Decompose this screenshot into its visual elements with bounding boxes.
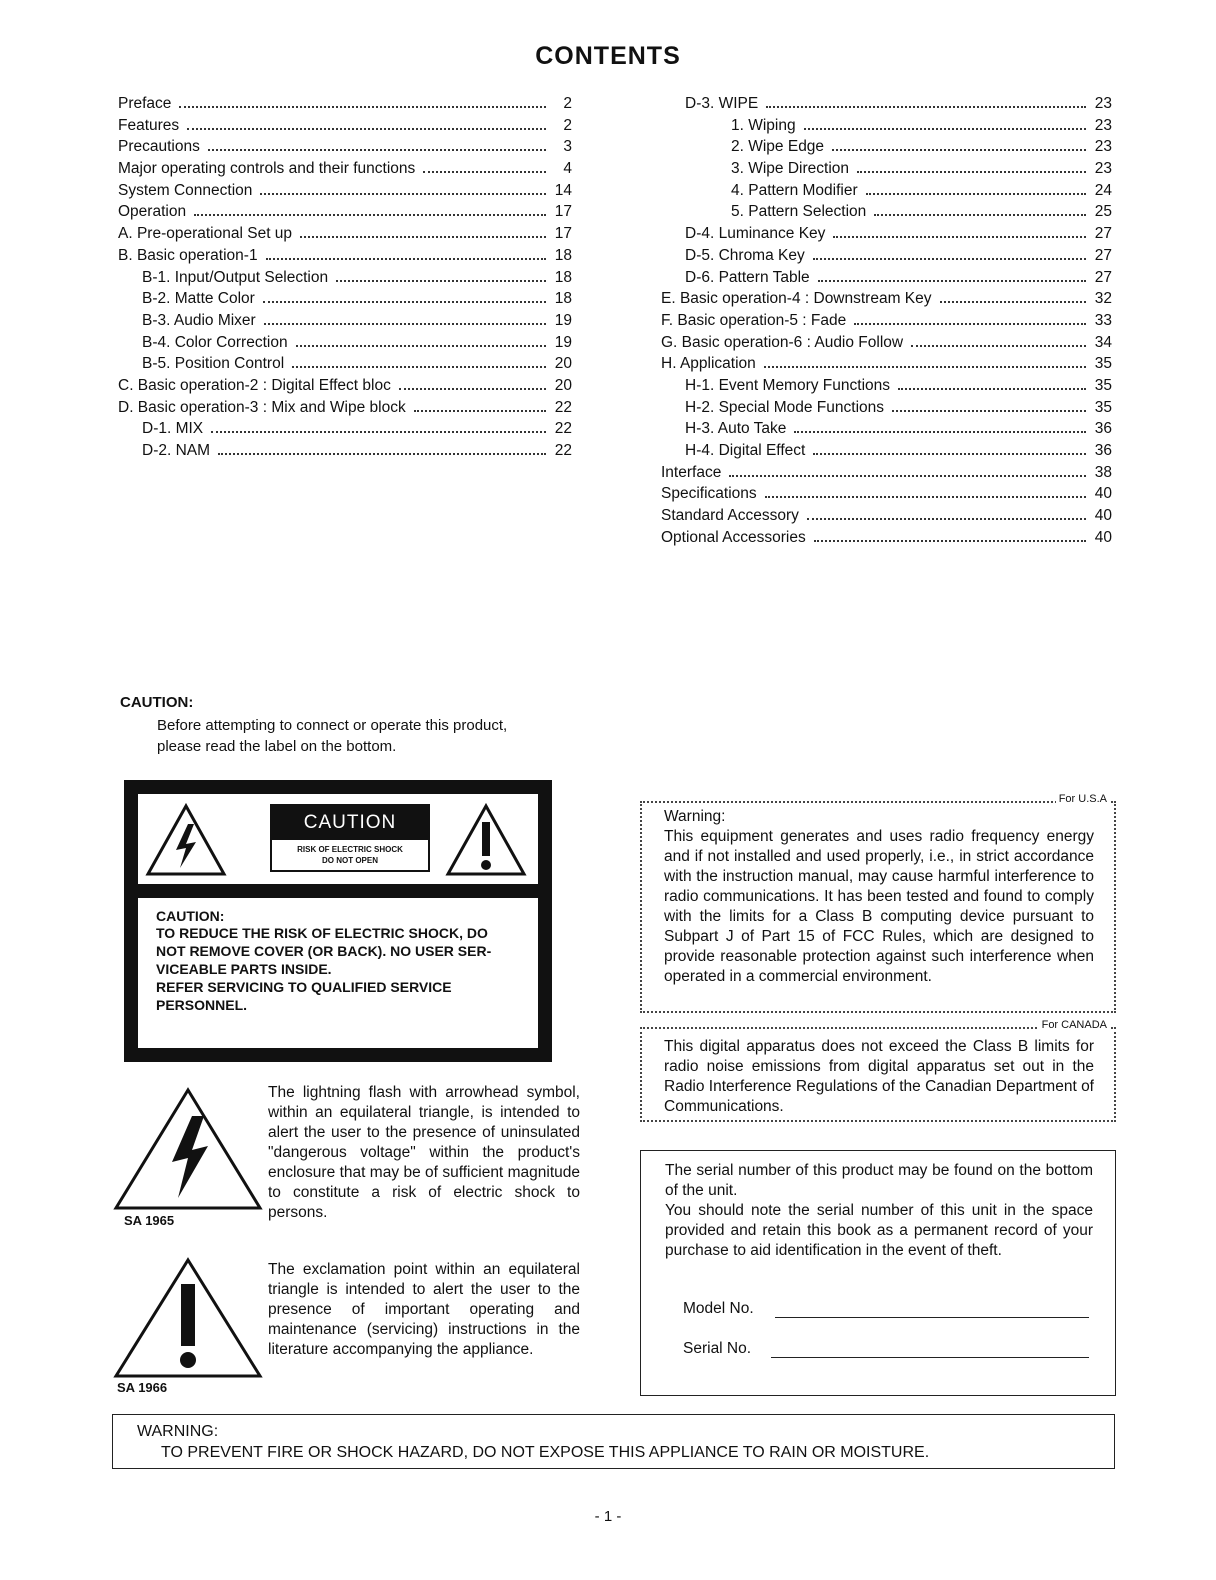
toc-leader-dots <box>866 193 1086 195</box>
toc-entry-label: System Connection <box>118 181 253 199</box>
toc-entry-label: B-5. Position Control <box>142 355 285 373</box>
toc-entry-page: 35 <box>1094 355 1112 373</box>
toc-entry-label: Major operating controls and their functions <box>118 160 416 178</box>
toc-entry-page: 38 <box>1094 463 1112 481</box>
page-title: CONTENTS <box>535 42 681 70</box>
toc-entry[interactable] <box>118 355 572 377</box>
toc-entry-page: 22 <box>554 442 572 459</box>
model-number-field[interactable] <box>683 1300 1093 1322</box>
toc-entry-page: 18 <box>554 290 572 308</box>
lightning-triangle-icon <box>144 802 228 878</box>
toc-entry-label: H-4. Digital Effect <box>685 442 806 459</box>
toc-entry[interactable] <box>118 247 572 269</box>
toc-leader-dots <box>187 128 546 130</box>
toc-entry-page: 27 <box>1094 268 1112 286</box>
toc-entry[interactable] <box>661 529 1112 551</box>
toc-leader-dots <box>892 410 1086 412</box>
toc-entry-page: 23 <box>1094 160 1112 178</box>
usa-warning-text: This equipment generates and uses radio frequency energy and if not installed and used properly, i.e., in strict accordance with the instruction manual, may cause harmful interference to radio communications. It has been tested and found to comply with the limits for a Class B computing device pursuant to Subpart J of Part 15 of FCC Rules, which are designed to provide reasonable protection against such interference when operated in a commercial environment. <box>664 828 1094 985</box>
toc-entry[interactable] <box>118 420 572 442</box>
toc-entry-label: D-1. MIX <box>142 420 204 438</box>
toc-entry-label: D. Basic operation-3 : Mix and Wipe block <box>118 398 406 416</box>
toc-entry[interactable] <box>118 269 572 291</box>
toc-entry-page: 23 <box>1094 116 1112 134</box>
toc-entry[interactable] <box>661 334 1112 356</box>
toc-entry[interactable] <box>118 203 572 225</box>
toc-entry-page: 4 <box>563 160 572 178</box>
exclamation-symbol-icon <box>112 1256 264 1380</box>
toc-entry-label: Features <box>118 116 180 134</box>
toc-entry-label: A. Pre-operational Set up <box>118 225 293 243</box>
toc-right-column <box>661 95 1112 550</box>
caution-badge-title: CAUTION <box>272 806 428 840</box>
toc-leader-dots <box>857 171 1086 173</box>
toc-leader-dots <box>729 475 1086 477</box>
page-number: - 1 - <box>594 1508 622 1525</box>
toc-entry-label: 2. Wipe Edge <box>731 138 825 156</box>
toc-leader-dots <box>414 410 546 412</box>
toc-leader-dots <box>911 345 1086 347</box>
toc-entry-label: Interface <box>661 463 722 481</box>
caution-badge-sub-2: DO NOT OPEN <box>321 856 378 865</box>
toc-entry-page: 35 <box>1094 376 1112 394</box>
toc-entry[interactable] <box>118 334 572 356</box>
toc-entry[interactable] <box>661 138 1112 160</box>
toc-entry-page: 25 <box>1094 203 1112 221</box>
toc-entry[interactable] <box>118 160 572 182</box>
toc-leader-dots <box>211 431 546 433</box>
toc-entry-page: 40 <box>1094 507 1112 525</box>
fire-shock-warning-box <box>112 1414 1115 1469</box>
toc-entry[interactable] <box>661 420 1112 442</box>
toc-entry-page: 2 <box>563 95 572 112</box>
toc-entry[interactable] <box>118 138 572 160</box>
toc-leader-dots <box>814 540 1086 542</box>
toc-entry[interactable] <box>661 247 1112 269</box>
toc-entry-page: 32 <box>1094 290 1112 308</box>
toc-entry-page: 23 <box>1094 138 1112 156</box>
label-line-4: REFER SERVICING TO QUALIFIED SERVICE <box>156 979 452 995</box>
toc-leader-dots <box>218 453 546 455</box>
toc-leader-dots <box>194 214 546 216</box>
usa-warning-box <box>640 793 1116 1013</box>
toc-leader-dots <box>263 301 546 303</box>
label-caution-heading: CAUTION: <box>156 908 225 924</box>
toc-entry-page: 36 <box>1094 442 1112 459</box>
toc-entry[interactable] <box>661 269 1112 291</box>
exclamation-triangle-icon <box>444 802 528 878</box>
toc-leader-dots <box>807 518 1086 520</box>
toc-entry-label: D-5. Chroma Key <box>685 246 805 264</box>
toc-entry[interactable] <box>661 464 1112 486</box>
toc-leader-dots <box>208 149 546 151</box>
toc-entry-page: 14 <box>554 181 572 199</box>
toc-entry-page: 40 <box>1094 485 1112 503</box>
toc-entry-label: B-3. Audio Mixer <box>142 311 256 329</box>
toc-entry-label: 4. Pattern Modifier <box>731 181 858 199</box>
toc-entry-page: 20 <box>554 355 572 373</box>
toc-leader-dots <box>813 453 1086 455</box>
toc-entry-label: H-1. Event Memory Functions <box>685 376 891 394</box>
toc-entry[interactable] <box>118 399 572 421</box>
caution-label-symbols <box>138 794 538 884</box>
toc-entry-label: B. Basic operation-1 <box>118 246 258 264</box>
toc-leader-dots <box>898 388 1086 390</box>
toc-entry[interactable] <box>661 399 1112 421</box>
toc-leader-dots <box>266 258 546 260</box>
toc-entry-page: 23 <box>1094 95 1112 112</box>
toc-entry-page: 27 <box>1094 246 1112 264</box>
toc-entry[interactable] <box>118 442 572 464</box>
toc-entry[interactable] <box>118 117 572 139</box>
toc-leader-dots <box>765 496 1086 498</box>
toc-entry[interactable] <box>661 377 1112 399</box>
toc-entry-label: D-4. Luminance Key <box>685 225 826 243</box>
toc-entry-label: B-2. Matte Color <box>142 290 255 308</box>
toc-leader-dots <box>336 280 546 282</box>
toc-entry-label: G. Basic operation-6 : Audio Follow <box>661 333 904 351</box>
toc-leader-dots <box>874 214 1086 216</box>
lightning-symbol-icon <box>112 1086 264 1212</box>
toc-entry-label: Preface <box>118 95 172 112</box>
toc-leader-dots <box>296 345 546 347</box>
toc-entry[interactable] <box>661 442 1112 464</box>
toc-entry-label: 5. Pattern Selection <box>731 203 867 221</box>
caution-label <box>124 780 552 1062</box>
toc-entry[interactable] <box>661 160 1112 182</box>
toc-entry-label: H. Application <box>661 355 756 373</box>
canada-notice-box <box>640 1019 1116 1122</box>
toc-leader-dots <box>794 431 1086 433</box>
toc-leader-dots <box>854 323 1086 325</box>
toc-entry-label: 3. Wipe Direction <box>731 160 850 178</box>
toc-entry-label: D-3. WIPE <box>685 95 759 112</box>
toc-entry[interactable] <box>661 117 1112 139</box>
toc-entry-label: B-1. Input/Output Selection <box>142 268 329 286</box>
toc-entry-label: F. Basic operation-5 : Fade <box>661 311 847 329</box>
toc-leader-dots <box>940 301 1086 303</box>
label-line-3: VICEABLE PARTS INSIDE. <box>156 961 332 977</box>
toc-leader-dots <box>833 236 1086 238</box>
toc-entry[interactable] <box>661 225 1112 247</box>
caution-line-2: please read the label on the bottom. <box>157 738 397 755</box>
canada-notice-text: This digital apparatus does not exceed the Class B limits for radio noise emissions from digital apparatus set out in the Radio Interference Regulations of the Canadian Department of Communications. <box>664 1038 1094 1115</box>
toc-entry[interactable] <box>661 485 1112 507</box>
toc-leader-dots <box>260 193 546 195</box>
toc-leader-dots <box>818 280 1086 282</box>
warning-heading: WARNING: <box>137 1423 219 1440</box>
label-line-2: NOT REMOVE COVER (OR BACK). NO USER SER- <box>156 943 492 959</box>
toc-entry-page: 33 <box>1094 311 1112 329</box>
toc-leader-dots <box>292 366 546 368</box>
toc-entry-page: 27 <box>1094 225 1112 243</box>
toc-entry-page: 24 <box>1094 181 1112 199</box>
toc-entry-page: 18 <box>554 268 572 286</box>
toc-entry-label: Precautions <box>118 138 200 156</box>
toc-leader-dots <box>832 149 1086 151</box>
toc-entry[interactable] <box>661 507 1112 529</box>
toc-leader-dots <box>300 236 546 238</box>
toc-leader-dots <box>813 258 1086 260</box>
toc-entry-label: E. Basic operation-4 : Downstream Key <box>661 290 932 308</box>
toc-entry[interactable] <box>661 182 1112 204</box>
toc-entry[interactable] <box>118 95 572 117</box>
toc-entry[interactable] <box>118 290 572 312</box>
toc-entry[interactable] <box>118 225 572 247</box>
toc-entry-label: Standard Accessory <box>661 507 799 525</box>
toc-entry-page: 17 <box>554 225 572 243</box>
lightning-symbol-text: The lightning flash with arrowhead symbol, within an equilateral triangle, is intended to alert the user to the presence of uninsulated "dangerous voltage" within the product's enclosure that may be of sufficient magnitude to constitute a risk of electric shock to persons. <box>268 1084 580 1221</box>
caution-label-text <box>138 898 538 1048</box>
canada-tag: For CANADA <box>1039 1019 1110 1031</box>
toc-entry-page: 2 <box>563 116 572 134</box>
caution-badge-sub-1: RISK OF ELECTRIC SHOCK <box>297 845 403 854</box>
toc-leader-dots <box>766 106 1086 108</box>
toc-leader-dots <box>179 106 546 108</box>
toc-entry[interactable] <box>118 312 572 334</box>
toc-entry-page: 35 <box>1094 398 1112 416</box>
label-line-1: TO REDUCE THE RISK OF ELECTRIC SHOCK, DO <box>156 925 488 941</box>
serial-number-field[interactable] <box>683 1340 1093 1362</box>
toc-entry[interactable] <box>661 95 1112 117</box>
label-line-5: PERSONNEL. <box>156 997 248 1013</box>
serial-paragraph-1: The serial number of this product may be found on the bottom of the unit. <box>665 1162 1093 1199</box>
serial-paragraph-2: You should note the serial number of this unit in the space provided and retain this book as a permanent record of your purchase to aid identification in the event of theft. <box>665 1202 1093 1259</box>
usa-warning-heading: Warning: <box>664 808 726 825</box>
serial-number-label: Serial No. <box>683 1340 752 1357</box>
caution-line-1: Before attempting to connect or operate this product, <box>157 717 508 734</box>
toc-entry-label: H-3. Auto Take <box>685 420 787 438</box>
toc-entry-page: 17 <box>554 203 572 221</box>
model-number-label: Model No. <box>683 1300 754 1317</box>
toc-entry-page: 18 <box>554 246 572 264</box>
toc-entry-page: 19 <box>554 333 572 351</box>
toc-entry-label: B-4. Color Correction <box>142 333 288 351</box>
toc-entry-page: 34 <box>1094 333 1112 351</box>
exclamation-symbol-text: The exclamation point within an equilateral triangle is intended to alert the user to the presence of important operating and maintenance (servicing) instructions in the literature accompanying the appliance. <box>268 1261 580 1358</box>
toc-entry-label: H-2. Special Mode Functions <box>685 398 885 416</box>
toc-entry-page: 40 <box>1094 528 1112 546</box>
toc-leader-dots <box>264 323 546 325</box>
toc-entry-label: Specifications <box>661 485 757 503</box>
usa-tag: For U.S.A <box>1056 793 1110 805</box>
toc-entry-page: 19 <box>554 311 572 329</box>
toc-entry-page: 22 <box>554 420 572 438</box>
toc-entry[interactable] <box>661 290 1112 312</box>
toc-left-column <box>118 95 572 464</box>
toc-entry[interactable] <box>661 312 1112 334</box>
toc-entry-page: 3 <box>563 138 572 156</box>
toc-leader-dots <box>399 388 546 390</box>
toc-entry[interactable] <box>118 377 572 399</box>
toc-entry-label: C. Basic operation-2 : Digital Effect bloc <box>118 376 391 394</box>
toc-leader-dots <box>804 128 1086 130</box>
toc-entry[interactable] <box>661 355 1112 377</box>
exclamation-symbol-code: SA 1966 <box>117 1380 168 1395</box>
lightning-symbol-code: SA 1965 <box>124 1213 175 1228</box>
caution-badge <box>270 804 430 872</box>
toc-entry-label: 1. Wiping <box>731 116 796 134</box>
caution-heading: CAUTION: <box>120 694 194 711</box>
toc-entry[interactable] <box>661 203 1112 225</box>
serial-number-box <box>640 1150 1116 1396</box>
toc-leader-dots <box>423 171 546 173</box>
toc-leader-dots <box>764 366 1086 368</box>
toc-entry-page: 20 <box>554 376 572 394</box>
toc-entry-label: Optional Accessories <box>661 528 806 546</box>
warning-text: TO PREVENT FIRE OR SHOCK HAZARD, DO NOT EXPOSE THIS APPLIANCE TO RAIN OR MOISTURE. <box>161 1444 930 1461</box>
toc-entry[interactable] <box>118 182 572 204</box>
toc-entry-label: D-2. NAM <box>142 442 211 459</box>
toc-entry-page: 36 <box>1094 420 1112 438</box>
toc-entry-label: D-6. Pattern Table <box>685 268 810 286</box>
toc-entry-page: 22 <box>554 398 572 416</box>
toc-entry-label: Operation <box>118 203 187 221</box>
